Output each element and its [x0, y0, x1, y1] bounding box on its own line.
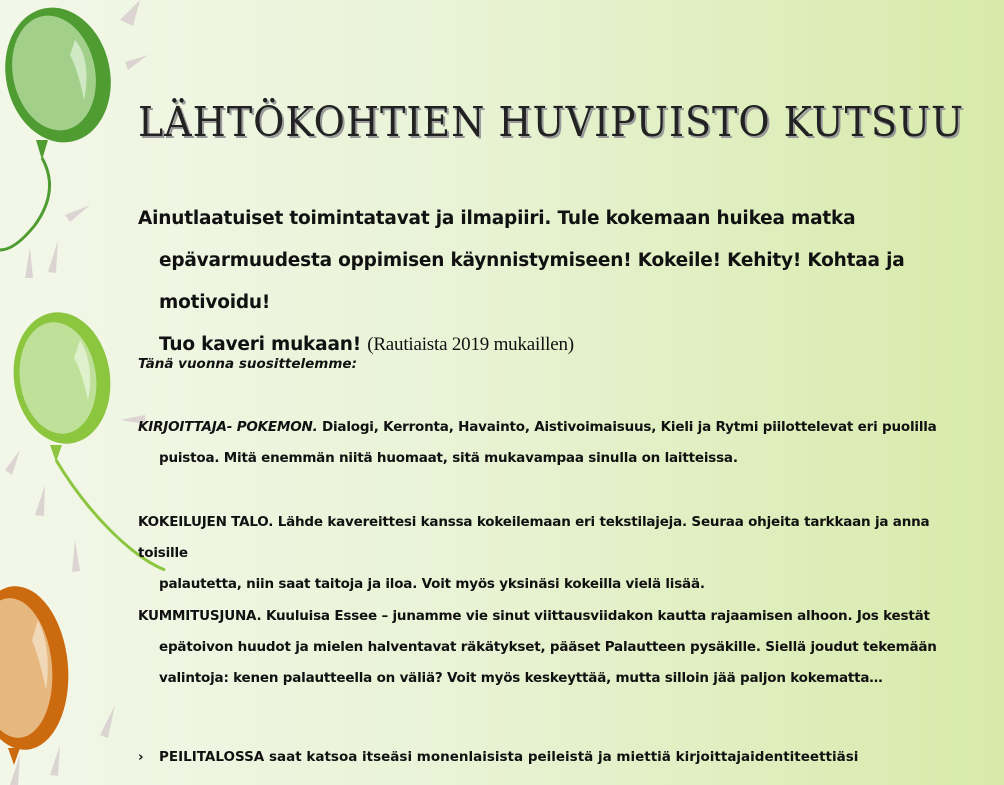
- intro-line-1: Ainutlaatuiset toimintatavat ja ilmapiiri. Tule kokemaan huikea matka: [138, 208, 856, 229]
- item-line: valintoja: kenen palautteella on väliä? Voit myös keskeyttää, mutta silloin jää paljon kokematta…: [159, 670, 883, 686]
- item-line: palautetta, niin saat taitoja ja iloa. Voit myös yksinäsi kokeilla vielä lisää.: [159, 576, 705, 592]
- item-name: KIRJOITTAJA- POKEMON.: [138, 419, 318, 435]
- intro-source: (Rautiaista 2019 mukaillen): [367, 334, 574, 355]
- intro-line-2: epävarmuudesta oppimisen käynnistymiseen! Kokeile! Kehity! Kohtaa ja motivoidu!: [159, 250, 905, 313]
- item-line: Kuuluisa Essee – junamme vie sinut viittausviidakon kautta rajaamisen alhoon. Jos kestät: [261, 608, 930, 624]
- item-kirjoittaja-pokemon: [138, 412, 958, 474]
- balloon-orange-bottom-icon: [0, 582, 75, 765]
- bullet-marker-icon: ›: [138, 748, 144, 765]
- page-title: LÄHTÖKOHTIEN HUVIPUISTO KUTSUU: [138, 98, 965, 146]
- bullet-peilitalo: [138, 747, 858, 767]
- intro-paragraph: [138, 198, 998, 366]
- bullet-text: saat katsoa itseäsi monenlaisista peileistä ja miettiä kirjoittajaidentiteettiäsi: [264, 748, 859, 765]
- recommendation-lead: Tänä vuonna suosittelemme:: [138, 356, 357, 372]
- item-line: puistoa. Mitä enemmän niitä huomaat, sitä mukavampaa sinulla on laitteissa.: [159, 450, 738, 466]
- item-kokeilujen-talo: [138, 507, 958, 600]
- item-name: KUMMITUSJUNA.: [138, 608, 262, 624]
- item-line: Lähde kavereittesi kanssa kokeilemaan eri tekstilajeja. Seuraa ohjeita tarkkaan ja anna toisille: [138, 514, 930, 561]
- bullet-name: PEILITALOSSA: [159, 748, 265, 765]
- item-kummitusjuna: [138, 601, 958, 694]
- intro-line-3-text: Tuo kaveri mukaan!: [159, 334, 361, 355]
- item-line: Dialogi, Kerronta, Havainto, Aistivoimaisuus, Kieli ja Rytmi piilottelevat eri puolilla: [317, 419, 937, 435]
- item-name: KOKEILUJEN TALO.: [138, 514, 274, 530]
- balloon-green-top-icon: [0, 0, 123, 250]
- item-line: epätoivon huudot ja mielen halventavat räkätykset, pääset Palautteen pysäkille. Siellä joudut tekemään: [159, 639, 937, 655]
